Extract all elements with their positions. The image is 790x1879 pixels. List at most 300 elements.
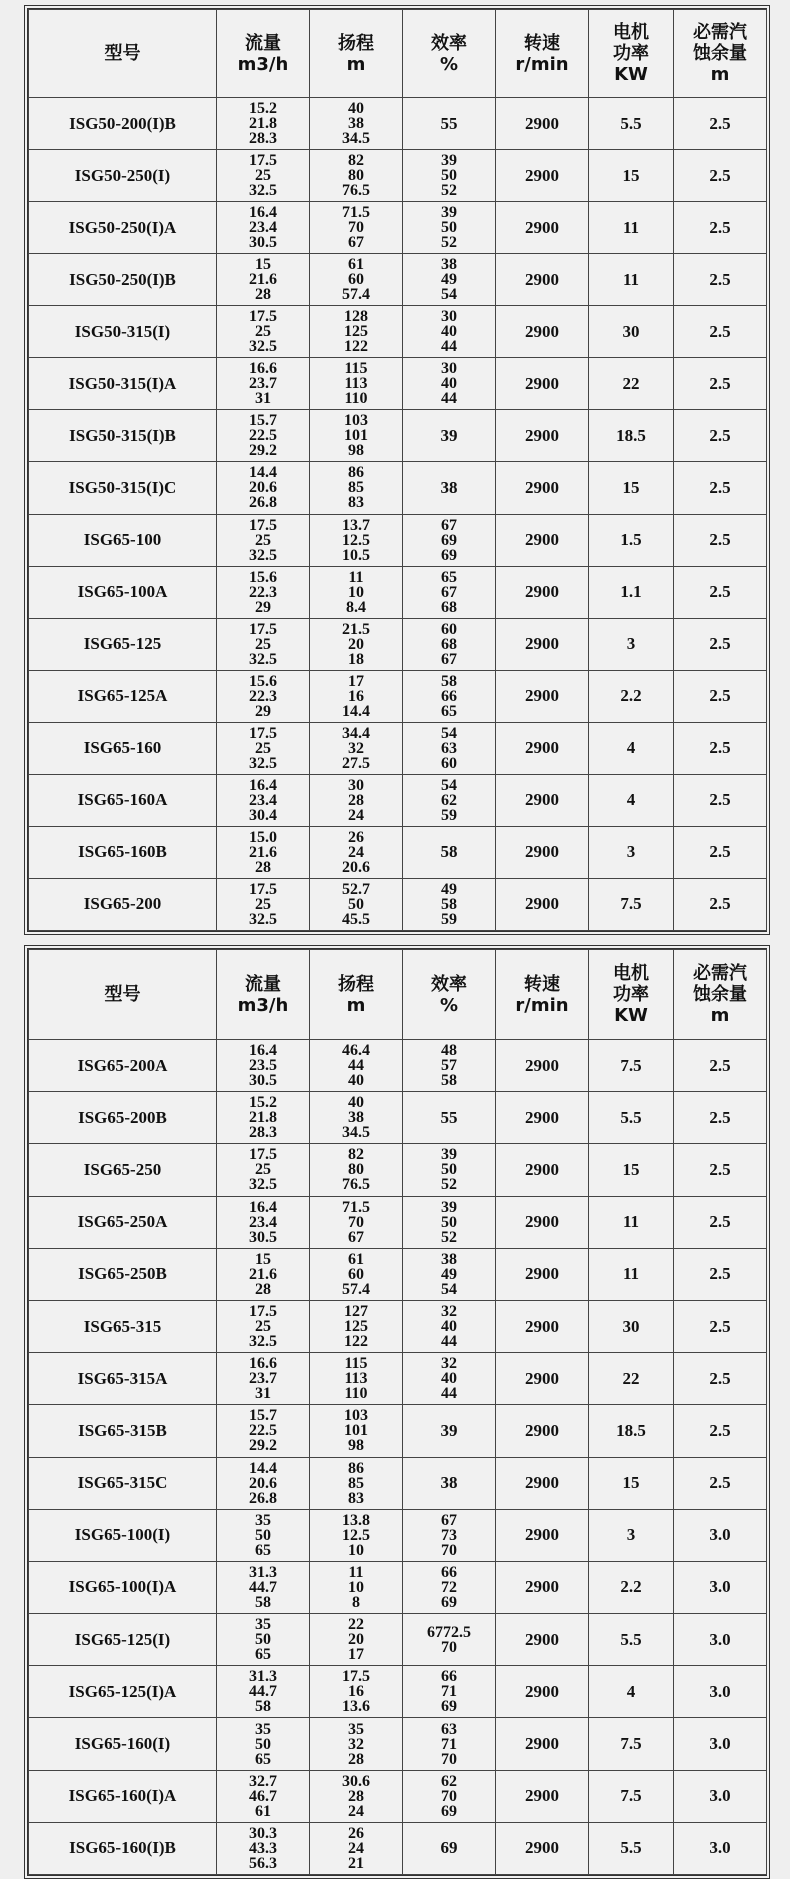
cell-power: 11 <box>589 254 674 306</box>
table-row <box>29 1457 767 1509</box>
cell-efficiency-value: 70 <box>441 1541 457 1559</box>
cell-efficiency <box>403 1718 496 1770</box>
cell-power: 4 <box>589 774 674 826</box>
header-power-line: 电机 <box>613 22 649 43</box>
header-flow-line: 流量 <box>245 973 281 995</box>
cell-head-value: 10 <box>348 583 364 601</box>
cell-efficiency-value: 63 <box>441 739 457 757</box>
cell-flow-value: 28.3 <box>249 1124 277 1142</box>
header-efficiency-line: % <box>439 994 459 1016</box>
cell-flow <box>217 826 310 878</box>
cell-head-value: 12.5 <box>342 1526 370 1544</box>
cell-flow <box>217 410 310 462</box>
cell-flow-value: 15.6 <box>249 672 277 690</box>
cell-flow-value: 30.3 <box>249 1824 277 1842</box>
cell-efficiency <box>403 618 496 670</box>
cell-flow-value: 15.0 <box>249 828 277 846</box>
cell-head-value: 71.5 <box>342 204 370 222</box>
cell-flow-value: 25 <box>255 323 271 341</box>
cell-head-value: 22 <box>348 1616 364 1634</box>
cell-efficiency: 55 <box>403 98 496 150</box>
table-row <box>29 1666 767 1718</box>
cell-npsh: 2.5 <box>674 98 767 150</box>
header-efficiency <box>403 950 496 1040</box>
cell-flow-value: 17.5 <box>249 516 277 534</box>
cell-efficiency-value: 70 <box>441 1638 457 1656</box>
cell-efficiency-value: 65 <box>441 568 457 586</box>
cell-head-value: 122 <box>344 338 368 356</box>
cell-flow <box>217 670 310 722</box>
cell-model: ISG50-200(I)B <box>29 98 217 150</box>
cell-efficiency-value: 44 <box>441 1385 457 1403</box>
cell-efficiency <box>403 1144 496 1196</box>
cell-flow-value: 26.8 <box>249 494 277 512</box>
cell-flow-value: 25 <box>255 895 271 913</box>
cell-head <box>310 514 403 566</box>
header-npsh <box>674 10 767 98</box>
cell-efficiency-value: 48 <box>441 1042 457 1060</box>
cell-head <box>310 98 403 150</box>
cell-npsh: 2.5 <box>674 566 767 618</box>
cell-flow-value: 31.3 <box>249 1668 277 1686</box>
header-flow <box>217 10 310 98</box>
cell-npsh: 2.5 <box>674 1300 767 1352</box>
cell-model: ISG65-160(I)A <box>29 1770 217 1822</box>
cell-model: ISG65-100(I) <box>29 1509 217 1561</box>
cell-flow-value: 32.5 <box>249 1333 277 1351</box>
cell-head <box>310 1561 403 1613</box>
cell-model: ISG65-100 <box>29 514 217 566</box>
cell-model: ISG65-200A <box>29 1040 217 1092</box>
cell-efficiency-value: 63 <box>441 1720 457 1738</box>
cell-head-value: 16 <box>348 1683 364 1701</box>
cell-efficiency-value: 52 <box>441 234 457 252</box>
cell-head-value: 61 <box>348 256 364 274</box>
cell-head-value: 76.5 <box>342 1176 370 1194</box>
cell-flow-value: 35 <box>255 1511 271 1529</box>
cell-head <box>310 1092 403 1144</box>
cell-model: ISG65-160B <box>29 826 217 878</box>
cell-head-value: 125 <box>344 323 368 341</box>
cell-flow <box>217 1614 310 1666</box>
table-row <box>29 98 767 150</box>
cell-efficiency <box>403 774 496 826</box>
cell-head-value: 110 <box>344 390 368 408</box>
cell-head-value: 61 <box>348 1250 364 1268</box>
cell-flow-value: 23.4 <box>249 791 277 809</box>
cell-flow <box>217 202 310 254</box>
cell-head-value: 46.4 <box>342 1042 370 1060</box>
cell-flow-value: 23.4 <box>249 1213 277 1231</box>
cell-efficiency: 58 <box>403 826 496 878</box>
header-npsh-line: 必需汽 <box>693 963 747 984</box>
cell-npsh: 2.5 <box>674 462 767 514</box>
cell-npsh: 2.5 <box>674 1092 767 1144</box>
header-npsh-line: m <box>710 64 730 85</box>
table-row <box>29 1040 767 1092</box>
table-row <box>29 826 767 878</box>
cell-flow-value: 16.4 <box>249 1042 277 1060</box>
header-efficiency-line: 效率 <box>431 32 467 54</box>
cell-head <box>310 1405 403 1457</box>
cell-flow-value: 20.6 <box>249 479 277 497</box>
cell-head-value: 38 <box>348 115 364 133</box>
cell-model: ISG65-100A <box>29 566 217 618</box>
cell-efficiency: 55 <box>403 1092 496 1144</box>
header-speed-line: r/min <box>515 994 569 1016</box>
cell-head-value: 20.6 <box>342 858 370 876</box>
cell-npsh: 2.5 <box>674 306 767 358</box>
table-row <box>29 1092 767 1144</box>
cell-flow-value: 31.3 <box>249 1563 277 1581</box>
cell-head-value: 101 <box>344 1422 368 1440</box>
table-row <box>29 1718 767 1770</box>
cell-head-value: 14.4 <box>342 702 370 720</box>
cell-flow-value: 61 <box>255 1802 271 1820</box>
table-row <box>29 254 767 306</box>
cell-flow <box>217 1822 310 1874</box>
cell-power: 11 <box>589 202 674 254</box>
cell-head <box>310 1353 403 1405</box>
cell-speed: 2900 <box>496 462 589 514</box>
cell-head <box>310 1196 403 1248</box>
cell-efficiency-value: 66 <box>441 1563 457 1581</box>
cell-model: ISG50-315(I)C <box>29 462 217 514</box>
cell-head-value: 27.5 <box>342 754 370 772</box>
cell-head <box>310 618 403 670</box>
cell-power: 7.5 <box>589 878 674 930</box>
cell-power: 1.5 <box>589 514 674 566</box>
cell-flow-value: 46.7 <box>249 1787 277 1805</box>
cell-speed: 2900 <box>496 722 589 774</box>
cell-flow-value: 35 <box>255 1720 271 1738</box>
cell-head <box>310 670 403 722</box>
cell-head-value: 82 <box>348 1146 364 1164</box>
cell-efficiency-value: 69 <box>441 1593 457 1611</box>
table-row <box>29 1770 767 1822</box>
cell-flow <box>217 1144 310 1196</box>
cell-efficiency: 39 <box>403 1405 496 1457</box>
cell-flow-value: 21.6 <box>249 271 277 289</box>
cell-flow-value: 50 <box>255 1735 271 1753</box>
cell-speed: 2900 <box>496 1092 589 1144</box>
cell-efficiency-value: 39 <box>441 152 457 170</box>
cell-head-value: 85 <box>348 1474 364 1492</box>
cell-head-value: 17 <box>348 672 364 690</box>
cell-flow <box>217 306 310 358</box>
cell-flow-value: 30.5 <box>249 1228 277 1246</box>
cell-npsh: 2.5 <box>674 1196 767 1248</box>
cell-flow <box>217 98 310 150</box>
cell-head-value: 60 <box>348 1265 364 1283</box>
cell-head-value: 21 <box>348 1854 364 1872</box>
cell-power: 18.5 <box>589 1405 674 1457</box>
cell-flow <box>217 618 310 670</box>
cell-npsh: 2.5 <box>674 878 767 930</box>
cell-efficiency-value: 38 <box>441 1250 457 1268</box>
cell-head-value: 70 <box>348 219 364 237</box>
cell-npsh: 2.5 <box>674 514 767 566</box>
cell-npsh: 2.5 <box>674 1144 767 1196</box>
cell-head <box>310 462 403 514</box>
cell-flow-value: 21.8 <box>249 115 277 133</box>
cell-efficiency-value: 70 <box>441 1750 457 1768</box>
cell-efficiency-value: 40 <box>441 323 457 341</box>
cell-flow-value: 23.7 <box>249 375 277 393</box>
cell-flow <box>217 1718 310 1770</box>
cell-efficiency-value: 71 <box>441 1683 457 1701</box>
cell-head <box>310 566 403 618</box>
cell-npsh: 3.0 <box>674 1666 767 1718</box>
table-row <box>29 514 767 566</box>
cell-flow <box>217 1353 310 1405</box>
cell-flow-value: 15 <box>255 1250 271 1268</box>
cell-head-value: 45.5 <box>342 910 370 928</box>
cell-power: 1.1 <box>589 566 674 618</box>
cell-model: ISG65-160(I) <box>29 1718 217 1770</box>
cell-model: ISG65-315 <box>29 1300 217 1352</box>
cell-flow-value: 15.7 <box>249 412 277 430</box>
cell-head-value: 60 <box>348 271 364 289</box>
header-speed <box>496 10 589 98</box>
cell-efficiency <box>403 1040 496 1092</box>
header-flow-line: m3/h <box>237 53 289 75</box>
cell-head-value: 24 <box>348 1802 364 1820</box>
cell-efficiency <box>403 566 496 618</box>
cell-flow <box>217 566 310 618</box>
header-model: 型号 <box>29 10 217 98</box>
cell-power: 3 <box>589 618 674 670</box>
cell-head-value: 30.6 <box>342 1772 370 1790</box>
cell-head <box>310 1822 403 1874</box>
cell-head-value: 28 <box>348 791 364 809</box>
cell-flow <box>217 1509 310 1561</box>
cell-head <box>310 722 403 774</box>
cell-model: ISG65-315C <box>29 1457 217 1509</box>
cell-npsh: 2.5 <box>674 358 767 410</box>
cell-head <box>310 306 403 358</box>
cell-flow-value: 16.4 <box>249 1198 277 1216</box>
cell-flow-value: 17.5 <box>249 1303 277 1321</box>
cell-model: ISG65-125(I) <box>29 1614 217 1666</box>
cell-flow-value: 32.5 <box>249 182 277 200</box>
cell-model: ISG65-315B <box>29 1405 217 1457</box>
cell-power: 22 <box>589 358 674 410</box>
cell-flow-value: 32.5 <box>249 546 277 564</box>
spec-table-2 <box>24 945 770 1879</box>
cell-efficiency-value: 69 <box>441 1802 457 1820</box>
cell-npsh: 3.0 <box>674 1561 767 1613</box>
cell-flow-value: 31 <box>255 390 271 408</box>
cell-head-value: 24 <box>348 1839 364 1857</box>
header-power-line: KW <box>614 64 648 85</box>
cell-efficiency-value: 32 <box>441 1355 457 1373</box>
cell-npsh: 3.0 <box>674 1614 767 1666</box>
cell-npsh: 3.0 <box>674 1770 767 1822</box>
cell-head-value: 13.6 <box>342 1698 370 1716</box>
cell-efficiency <box>403 1300 496 1352</box>
cell-efficiency-value: 44 <box>441 390 457 408</box>
cell-model: ISG65-200B <box>29 1092 217 1144</box>
cell-model: ISG65-250B <box>29 1248 217 1300</box>
cell-flow-value: 23.7 <box>249 1370 277 1388</box>
table-row <box>29 1248 767 1300</box>
cell-flow-value: 28.3 <box>249 130 277 148</box>
cell-speed: 2900 <box>496 1040 589 1092</box>
cell-head <box>310 1300 403 1352</box>
cell-speed: 2900 <box>496 1457 589 1509</box>
cell-flow <box>217 1248 310 1300</box>
cell-flow-value: 15.7 <box>249 1407 277 1425</box>
cell-speed: 2900 <box>496 1822 589 1874</box>
cell-npsh: 3.0 <box>674 1718 767 1770</box>
cell-flow-value: 17.5 <box>249 308 277 326</box>
cell-power: 5.5 <box>589 98 674 150</box>
cell-flow-value: 28 <box>255 858 271 876</box>
header-power-line: KW <box>614 1005 648 1026</box>
table-row <box>29 878 767 930</box>
cell-flow-value: 29.2 <box>249 1437 277 1455</box>
table-row <box>29 150 767 202</box>
cell-head <box>310 1457 403 1509</box>
cell-head-value: 40 <box>348 1072 364 1090</box>
cell-flow-value: 21.8 <box>249 1109 277 1127</box>
cell-efficiency <box>403 722 496 774</box>
header-flow <box>217 950 310 1040</box>
cell-head-value: 12.5 <box>342 531 370 549</box>
cell-speed: 2900 <box>496 566 589 618</box>
header-npsh-line: 蚀余量 <box>693 43 747 64</box>
cell-flow-value: 58 <box>255 1698 271 1716</box>
cell-efficiency-value: 30 <box>441 308 457 326</box>
cell-npsh: 2.5 <box>674 202 767 254</box>
cell-efficiency-value: 66 <box>441 1668 457 1686</box>
header-efficiency <box>403 10 496 98</box>
cell-flow-value: 44.7 <box>249 1683 277 1701</box>
cell-head-value: 18 <box>348 650 364 668</box>
cell-efficiency <box>403 514 496 566</box>
cell-npsh: 2.5 <box>674 1405 767 1457</box>
cell-head-value: 83 <box>348 1489 364 1507</box>
header-power-line: 功率 <box>613 984 649 1005</box>
cell-flow-value: 31 <box>255 1385 271 1403</box>
cell-head <box>310 358 403 410</box>
cell-model: ISG65-250A <box>29 1196 217 1248</box>
cell-efficiency-value: 71 <box>441 1735 457 1753</box>
cell-efficiency <box>403 1196 496 1248</box>
header-power-line: 功率 <box>613 43 649 64</box>
cell-head-value: 11 <box>348 1563 364 1581</box>
cell-speed: 2900 <box>496 150 589 202</box>
cell-flow-value: 16.6 <box>249 360 277 378</box>
cell-head-value: 122 <box>344 1333 368 1351</box>
cell-efficiency-value: 50 <box>441 1161 457 1179</box>
cell-flow-value: 29 <box>255 702 271 720</box>
cell-model: ISG50-315(I)A <box>29 358 217 410</box>
cell-model: ISG65-200 <box>29 878 217 930</box>
header-flow-line: 流量 <box>245 32 281 54</box>
cell-flow <box>217 1196 310 1248</box>
table-row <box>29 1196 767 1248</box>
cell-flow <box>217 1666 310 1718</box>
cell-head <box>310 774 403 826</box>
cell-speed: 2900 <box>496 1353 589 1405</box>
cell-head-value: 125 <box>344 1318 368 1336</box>
cell-flow-value: 20.6 <box>249 1474 277 1492</box>
table-row <box>29 1144 767 1196</box>
header-npsh-line: m <box>710 1005 730 1026</box>
cell-head-value: 8 <box>352 1593 360 1611</box>
cell-power: 15 <box>589 1144 674 1196</box>
cell-speed: 2900 <box>496 670 589 722</box>
cell-npsh: 2.5 <box>674 1457 767 1509</box>
cell-efficiency <box>403 670 496 722</box>
table-row <box>29 202 767 254</box>
cell-speed: 2900 <box>496 98 589 150</box>
cell-speed: 2900 <box>496 358 589 410</box>
cell-flow <box>217 514 310 566</box>
cell-flow-value: 16.4 <box>249 204 277 222</box>
cell-efficiency <box>403 1666 496 1718</box>
cell-efficiency-value: 39 <box>441 1198 457 1216</box>
cell-head-value: 20 <box>348 1631 364 1649</box>
cell-speed: 2900 <box>496 514 589 566</box>
cell-efficiency-value: 60 <box>441 620 457 638</box>
table-row <box>29 410 767 462</box>
cell-efficiency-value: 39 <box>441 204 457 222</box>
cell-head-value: 52.7 <box>342 880 370 898</box>
cell-power: 11 <box>589 1248 674 1300</box>
cell-flow-value: 17.5 <box>249 724 277 742</box>
cell-efficiency <box>403 878 496 930</box>
cell-head-value: 127 <box>344 1303 368 1321</box>
cell-head-value: 98 <box>348 442 364 460</box>
cell-head-value: 40 <box>348 1094 364 1112</box>
cell-efficiency <box>403 150 496 202</box>
cell-speed: 2900 <box>496 1561 589 1613</box>
header-power <box>589 10 674 98</box>
cell-flow-value: 32.5 <box>249 910 277 928</box>
cell-efficiency-value: 49 <box>441 1265 457 1283</box>
cell-flow-value: 16.4 <box>249 776 277 794</box>
cell-power: 15 <box>589 1457 674 1509</box>
cell-power: 15 <box>589 150 674 202</box>
cell-model: ISG65-250 <box>29 1144 217 1196</box>
cell-flow-value: 50 <box>255 1526 271 1544</box>
pump-spec-table <box>28 949 767 1875</box>
cell-speed: 2900 <box>496 1248 589 1300</box>
cell-flow-value: 32.5 <box>249 650 277 668</box>
cell-efficiency-value: 32 <box>441 1303 457 1321</box>
cell-efficiency-value: 72 <box>441 1578 457 1596</box>
cell-flow-value: 16.6 <box>249 1355 277 1373</box>
cell-head-value: 103 <box>344 412 368 430</box>
cell-npsh: 2.5 <box>674 1353 767 1405</box>
cell-npsh: 2.5 <box>674 826 767 878</box>
cell-flow-value: 28 <box>255 286 271 304</box>
table-row <box>29 1353 767 1405</box>
cell-head-value: 67 <box>348 234 364 252</box>
header-speed-line: 转速 <box>524 32 560 54</box>
cell-npsh: 2.5 <box>674 1248 767 1300</box>
cell-npsh: 2.5 <box>674 410 767 462</box>
cell-head-value: 40 <box>348 100 364 118</box>
cell-npsh: 2.5 <box>674 254 767 306</box>
cell-head-value: 24 <box>348 806 364 824</box>
cell-head-value: 17.5 <box>342 1668 370 1686</box>
cell-efficiency-value: 69 <box>441 1698 457 1716</box>
cell-head-value: 101 <box>344 427 368 445</box>
